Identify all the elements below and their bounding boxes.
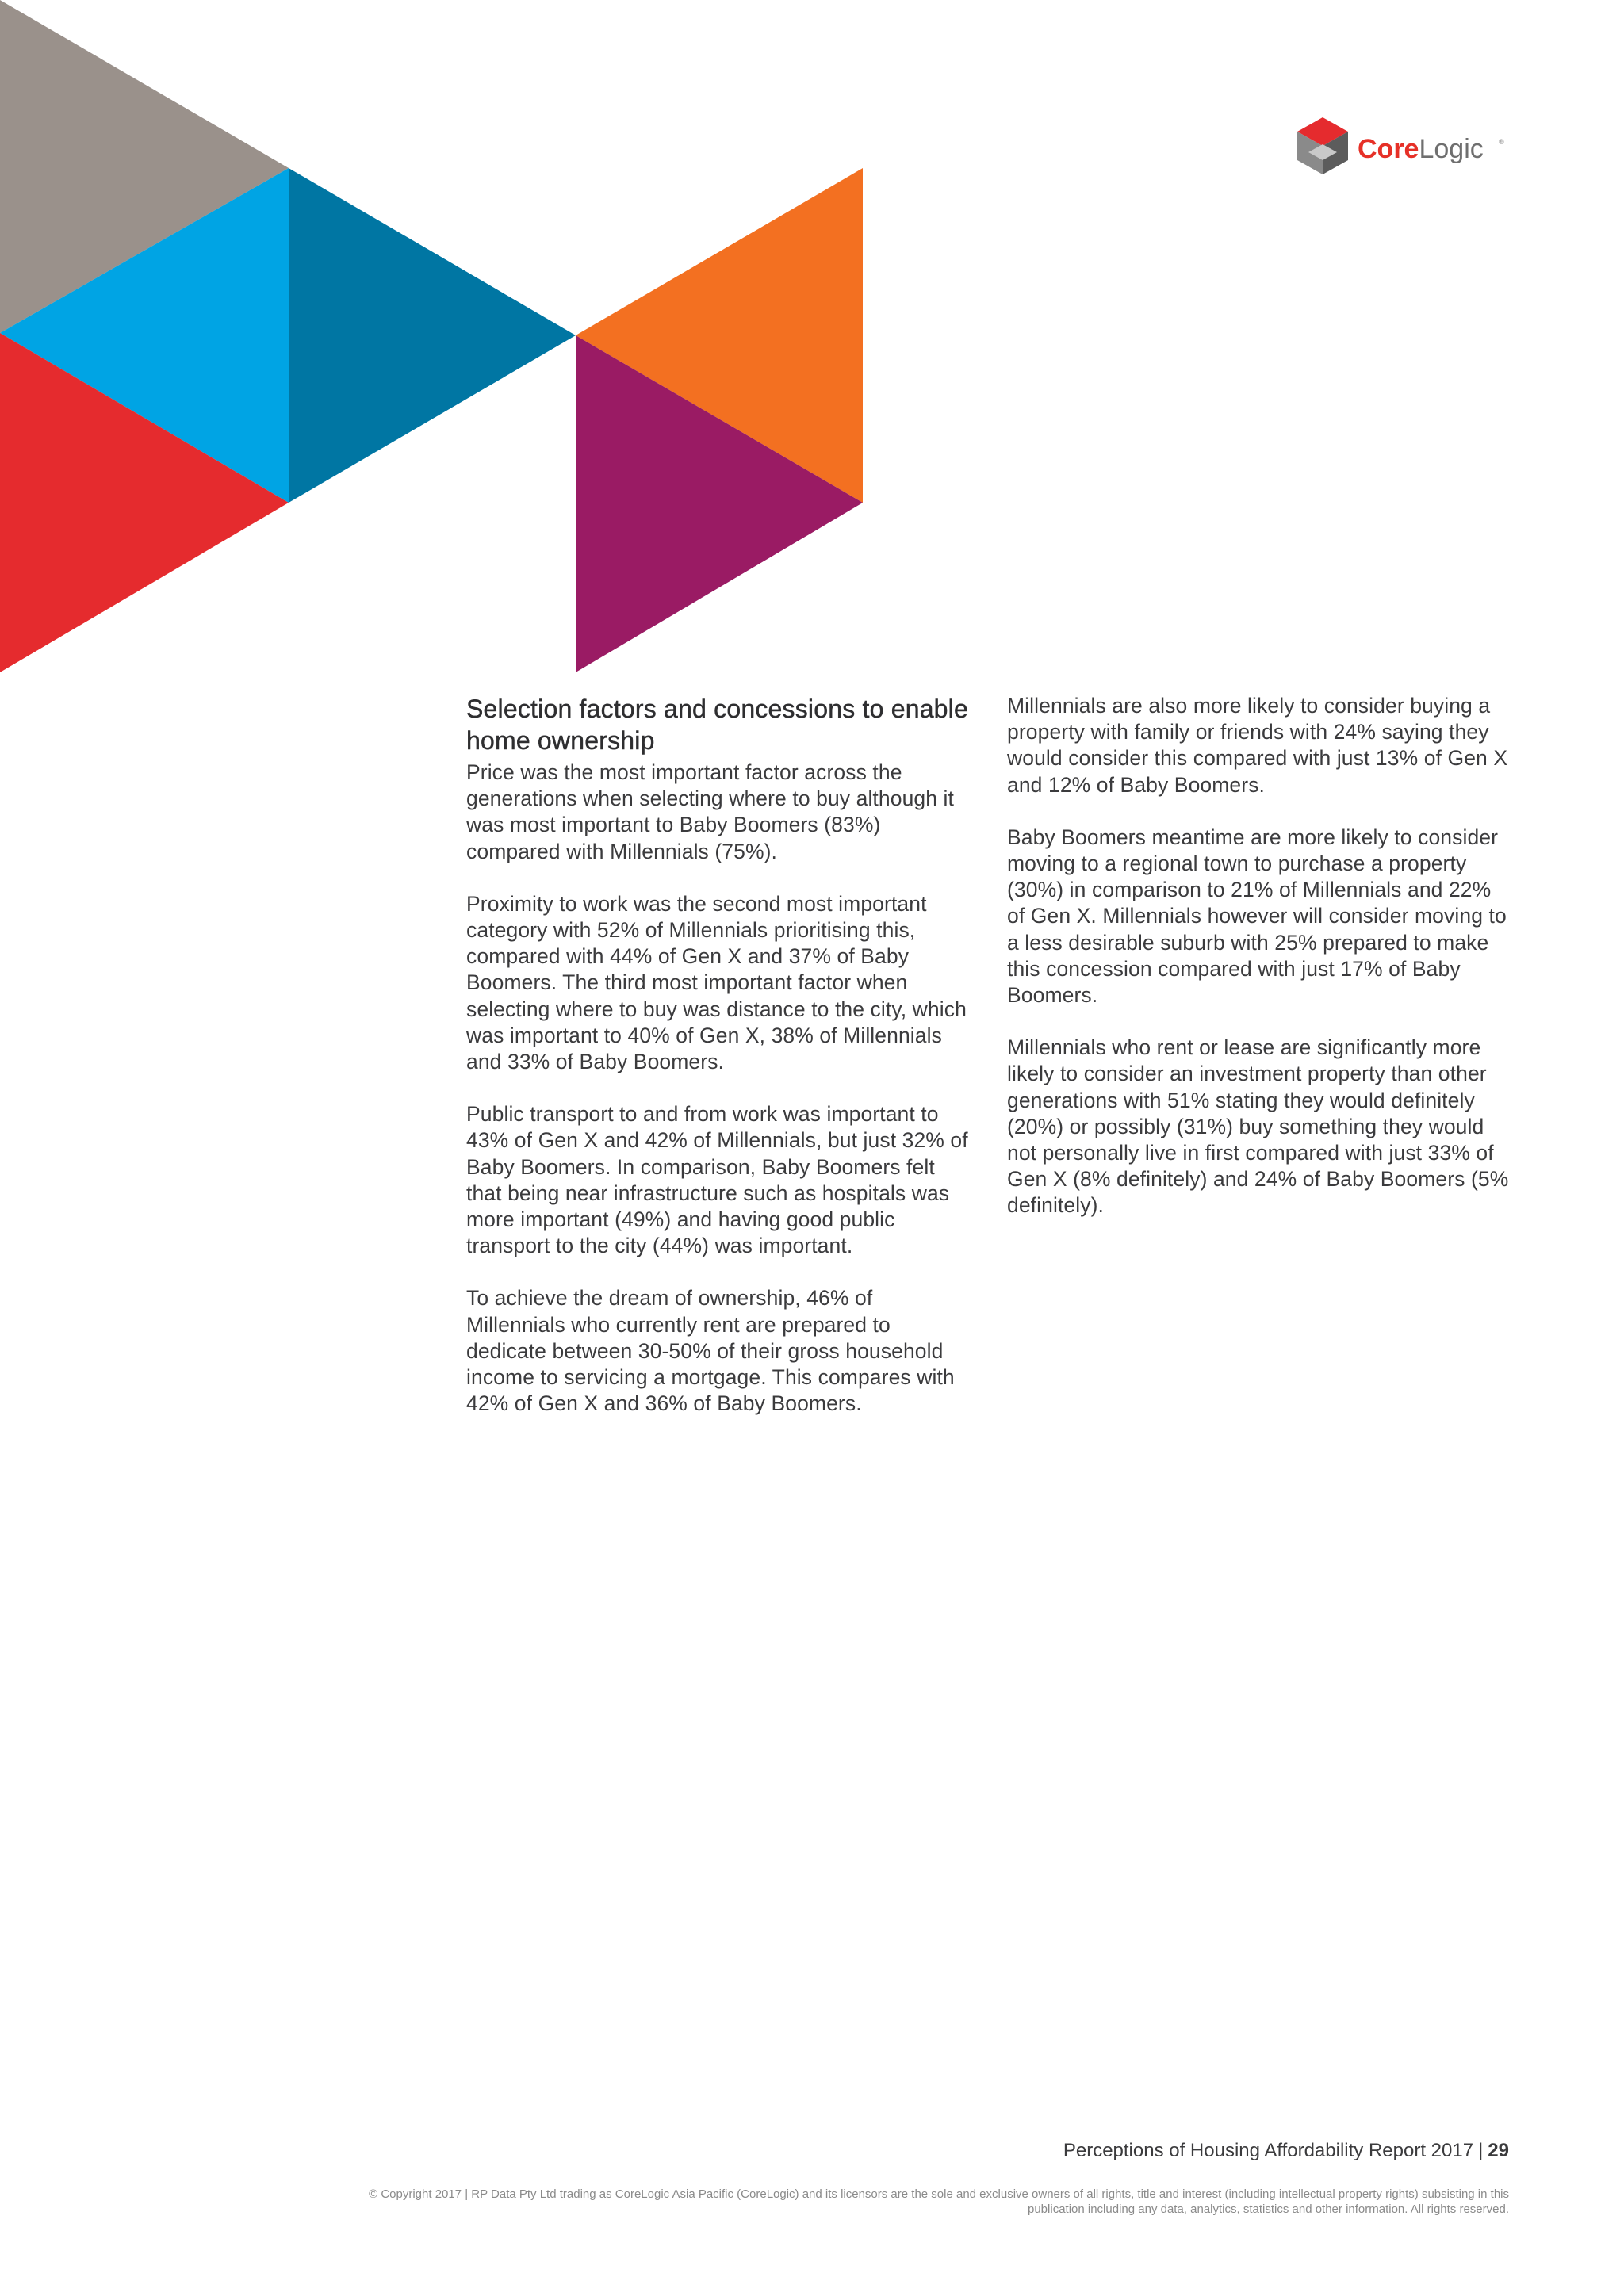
footer-report-title — [1063, 2139, 1509, 2163]
dark-blue-triangle — [289, 168, 576, 503]
paragraph: Proximity to work was the second most important category with 52% of Millennials prioritising this, compared with 44% of Gen X and 37% of Baby Boomers. The third most important factor when selecting where to buy was distance to the city, which was important to 40% of Gen X, 38% of Millennials and 33% of Baby Boomers. — [466, 891, 967, 1074]
logo-trademark: ® — [1499, 138, 1504, 146]
paragraph: To achieve the dream of ownership, 46% of Millennials who currently rent are prepared to dedicate between 30-50% of their gross household income to servicing a mortgage. This compares with 42% of Gen X and 36% of Baby Boomers. — [466, 1286, 955, 1416]
report-title: Perceptions of Housing Affordability Report 2017 — [1063, 2140, 1474, 2161]
copyright-notice: © Copyright 2017 | RP Data Pty Ltd trading as CoreLogic Asia Pacific (CoreLogic) and its licensors are the sole and exclusive owners of all rights, title and interest (including intellectual property rights) subsisting in this publication including any data, analytics, statistics and other information. All rights reserved. — [369, 2187, 1509, 2216]
paragraph: Public transport to and from work was important to 43% of Gen X and 42% of Millennials, but just 32% of Baby Boomers. In comparison, Baby Boomers felt that being near infrastructure such as hospitals was more important (49%) and having good public transport to the city (44%) was important. — [466, 1102, 968, 1258]
logo-cube-icon — [1297, 117, 1348, 178]
footer-separator: | — [1478, 2140, 1484, 2161]
left-column — [466, 693, 974, 1443]
corelogic-logo — [1297, 117, 1511, 178]
decorative-triangles — [0, 0, 872, 682]
logo-wordmark — [1358, 133, 1484, 165]
logo-logic-text: Logic — [1419, 134, 1484, 164]
section-heading: Selection factors and concessions to enable home ownership — [466, 695, 968, 755]
paragraph: Millennials are also more likely to consider buying a property with family or friends with 24% saying they would consider this compared with just 13% of Gen X and 12% of Baby Boomers. — [1007, 694, 1508, 797]
paragraph: Price was the most important factor across the generations when selecting where to buy although it was most important to Baby Boomers (83%) compared with Millennials (75%). — [466, 760, 955, 863]
paragraph: Baby Boomers meantime are more likely to consider moving to a regional town to purchase a property (30%) in comparison to 21% of Millennials and 22% of Gen X. Millennials however will consider moving to a less desirable suburb with 25% prepared to make this concession compared with just 17% of Baby Boomers. — [1007, 825, 1507, 1008]
logo-core-text: Core — [1358, 134, 1419, 164]
right-column — [1007, 693, 1515, 1246]
page-number: 29 — [1488, 2140, 1509, 2161]
paragraph: Millennials who rent or lease are significantly more likely to consider an investment property than other generations with 51% stating they would definitely (20%) or possibly (31%) buy something they would not personally live in first compared with just 33% of Gen X (8% definitely) and 24% of Baby Boomers (5% definitely). — [1007, 1035, 1509, 1218]
